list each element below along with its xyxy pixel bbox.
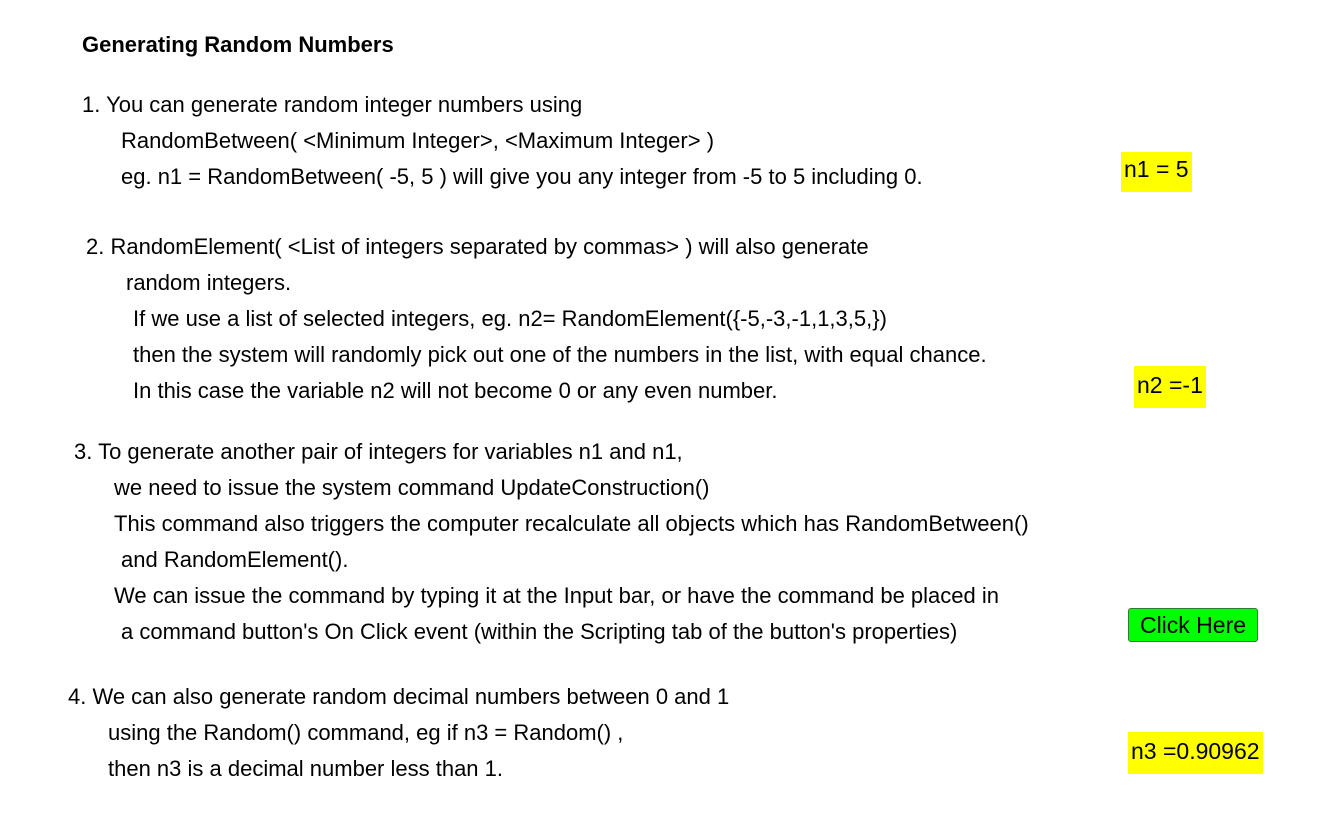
section-3-line-1: 3. To generate another pair of integers for variables n1 and n1, — [74, 439, 683, 464]
section-3-line-5: We can issue the command by typing it at the Input bar, or have the command be placed in — [114, 583, 999, 608]
section-1-line-1: 1. You can generate random integer numbers using — [82, 92, 583, 117]
page-title: Generating Random Numbers — [82, 32, 394, 57]
section-3-line-2: we need to issue the system command UpdateConstruction() — [114, 475, 710, 500]
section-4-line-1: 4. We can also generate random decimal numbers between 0 and 1 — [68, 684, 730, 709]
section-1-line-2: RandomBetween( <Minimum Integer>, <Maximum Integer> ) — [121, 128, 715, 153]
section-2-line-4: then the system will randomly pick out one of the numbers in the list, with equal chance. — [133, 342, 987, 367]
section-3-line-4: and RandomElement(). — [121, 547, 349, 572]
section-1-line-3: eg. n1 = RandomBetween( -5, 5 ) will give you any integer from -5 to 5 including 0. — [121, 164, 923, 189]
section-2-line-1: 2. RandomElement( <List of integers separated by commas> ) will also generate — [86, 234, 869, 259]
section-2-line-5: In this case the variable n2 will not become 0 or any even number. — [133, 378, 778, 403]
section-4-line-3: then n3 is a decimal number less than 1. — [108, 756, 504, 781]
click-here-button[interactable]: Click Here — [1128, 608, 1258, 642]
n2-value: n2 =-1 — [1134, 366, 1206, 408]
section-4-line-2: using the Random() command, eg if n3 = Random() , — [108, 720, 624, 745]
section-3-line-6: a command button's On Click event (within the Scripting tab of the button's properties) — [121, 619, 958, 644]
n1-value: n1 = 5 — [1121, 152, 1192, 192]
section-2-line-2: random integers. — [126, 270, 292, 295]
n3-value: n3 =0.90962 — [1128, 732, 1263, 774]
section-3-line-3: This command also triggers the computer recalculate all objects which has RandomBetween() — [114, 511, 1029, 536]
section-2-line-3: If we use a list of selected integers, eg. n2= RandomElement({-5,-3,-1,1,3,5,}) — [133, 306, 887, 331]
